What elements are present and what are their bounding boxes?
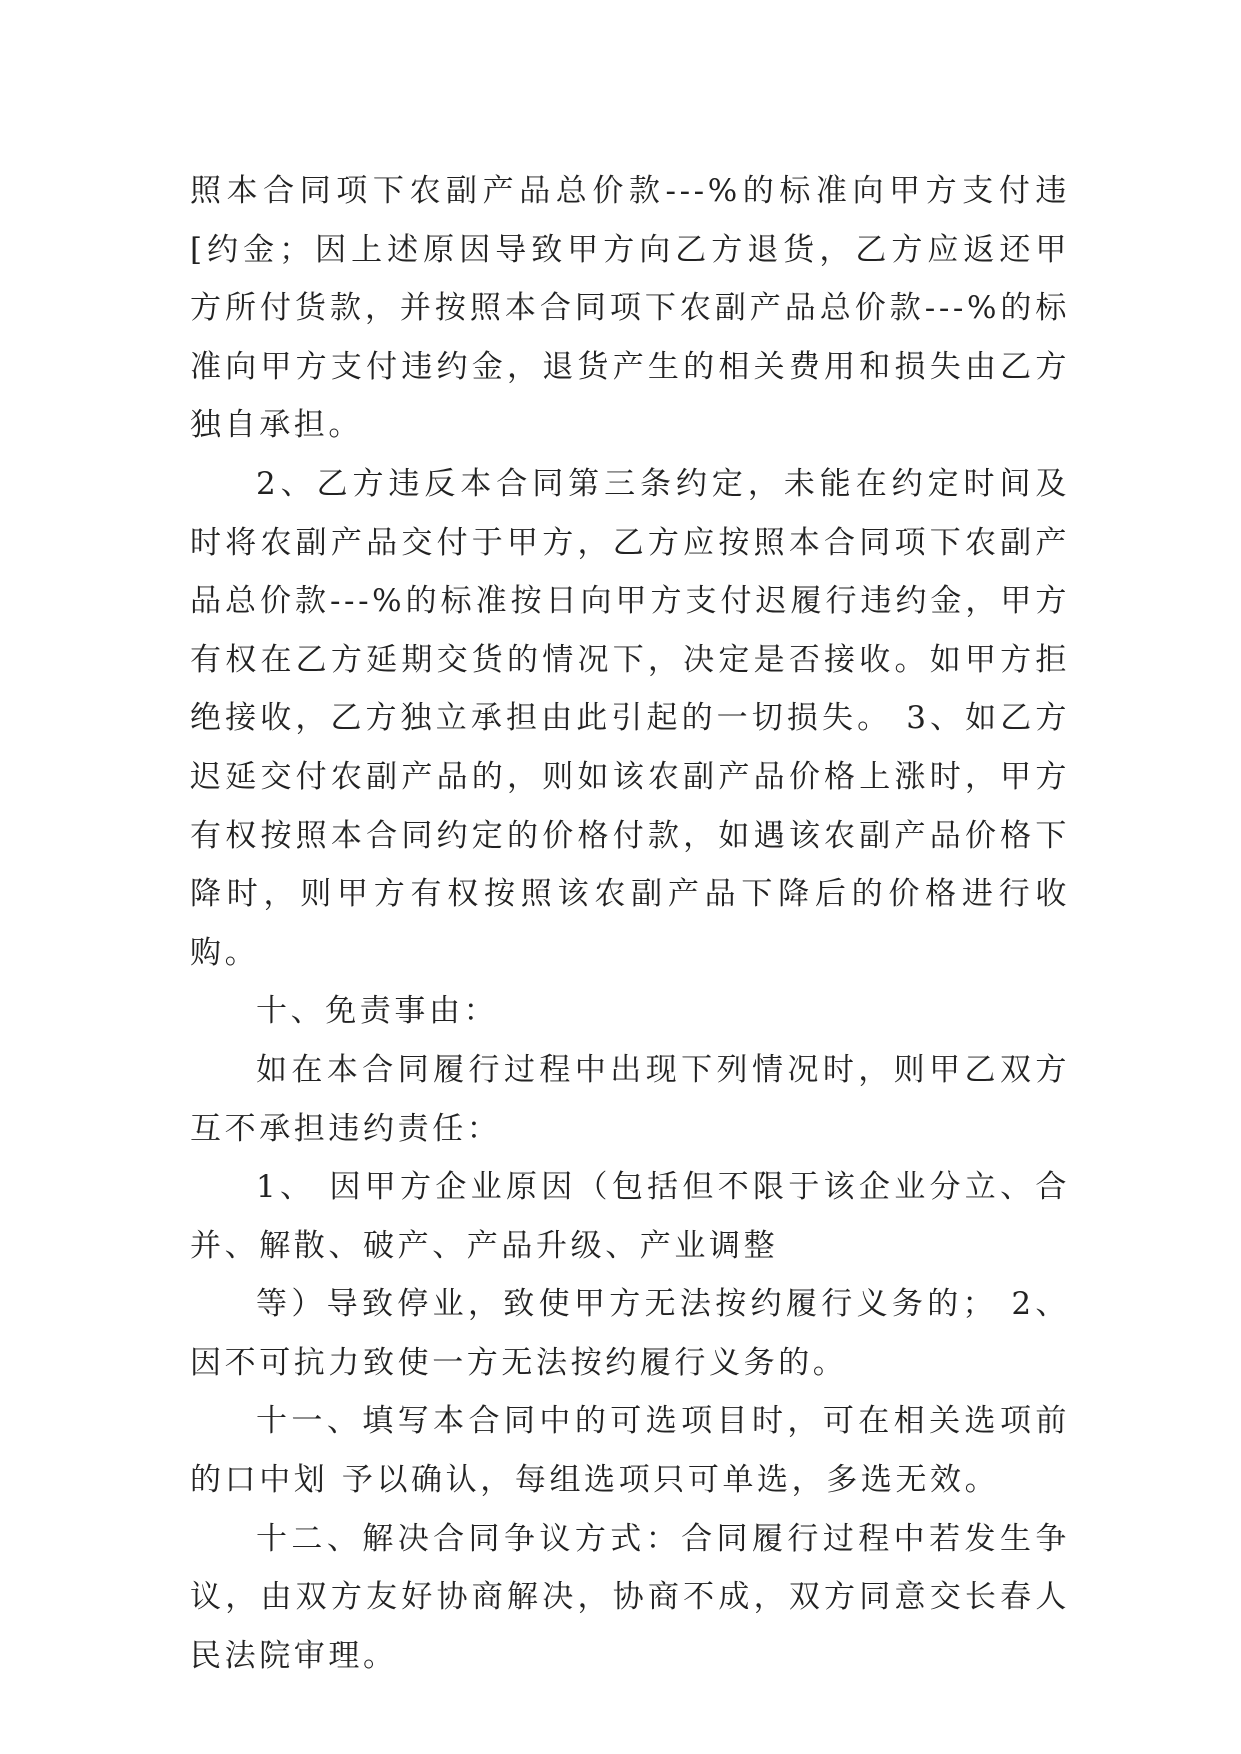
paragraph-dispute-resolution: 十二、解决合同争议方式：合同履行过程中若发生争议，由双方友好协商解决，协商不成，双方同意交长春人民法院审理。 — [190, 1520, 1070, 1674]
paragraph-penalty-return: 照本合同项下农副产品总价款---%的标准向甲方支付违[约金；因上述原因导致甲方向乙方退货，乙方应返还甲方所付货款，并按照本合同项下农副产品总价款---%的标准向甲方支付违约金，退货产生的相关费用和损失由乙方独自承担。 — [190, 173, 1070, 444]
paragraph-exemption-item-1: 1、 因甲方企业原因（包括但不限于该企业分立、合并、解散、破产、产品升级、产业调整 — [190, 1169, 1070, 1264]
paragraph-optional-items: 十一、填写本合同中的可选项目时，可在相关选项前的口中划 予以确认，每组选项只可单选，多选无效。 — [190, 1403, 1070, 1499]
paragraph-exemption-intro: 如在本合同履行过程中出现下列情况时，则甲乙双方互不承担违约责任： — [190, 1051, 1070, 1147]
section-heading-exemption: 十、免责事由： — [256, 993, 499, 1030]
paragraph-delivery-delay: 2、乙方违反本合同第三条约定，未能在约定时间及时将农副产品交付于甲方，乙方应按照本合同项下农副产品总价款---%的标准按日向甲方支付迟履行违约金，甲方有权在乙方延期交货的情况下，决定是否接收。如甲方拒绝接收，乙方独立承担由此引起的一切损失。 3、如乙方迟延交付农副产品的，则如该农副产品价格上涨时，甲方有权按照本合同约定的价格付款，如遇该农副产品价格下降时，则甲方有权按照该农副产品下降后的价格进行收购。 — [190, 465, 1070, 971]
contract-body — [190, 162, 1070, 1685]
paragraph-exemption-item-2: 等）导致停业，致使甲方无法按约履行义务的； 2、因不可抗力致使一方无法按约履行义务的。 — [190, 1286, 1070, 1381]
